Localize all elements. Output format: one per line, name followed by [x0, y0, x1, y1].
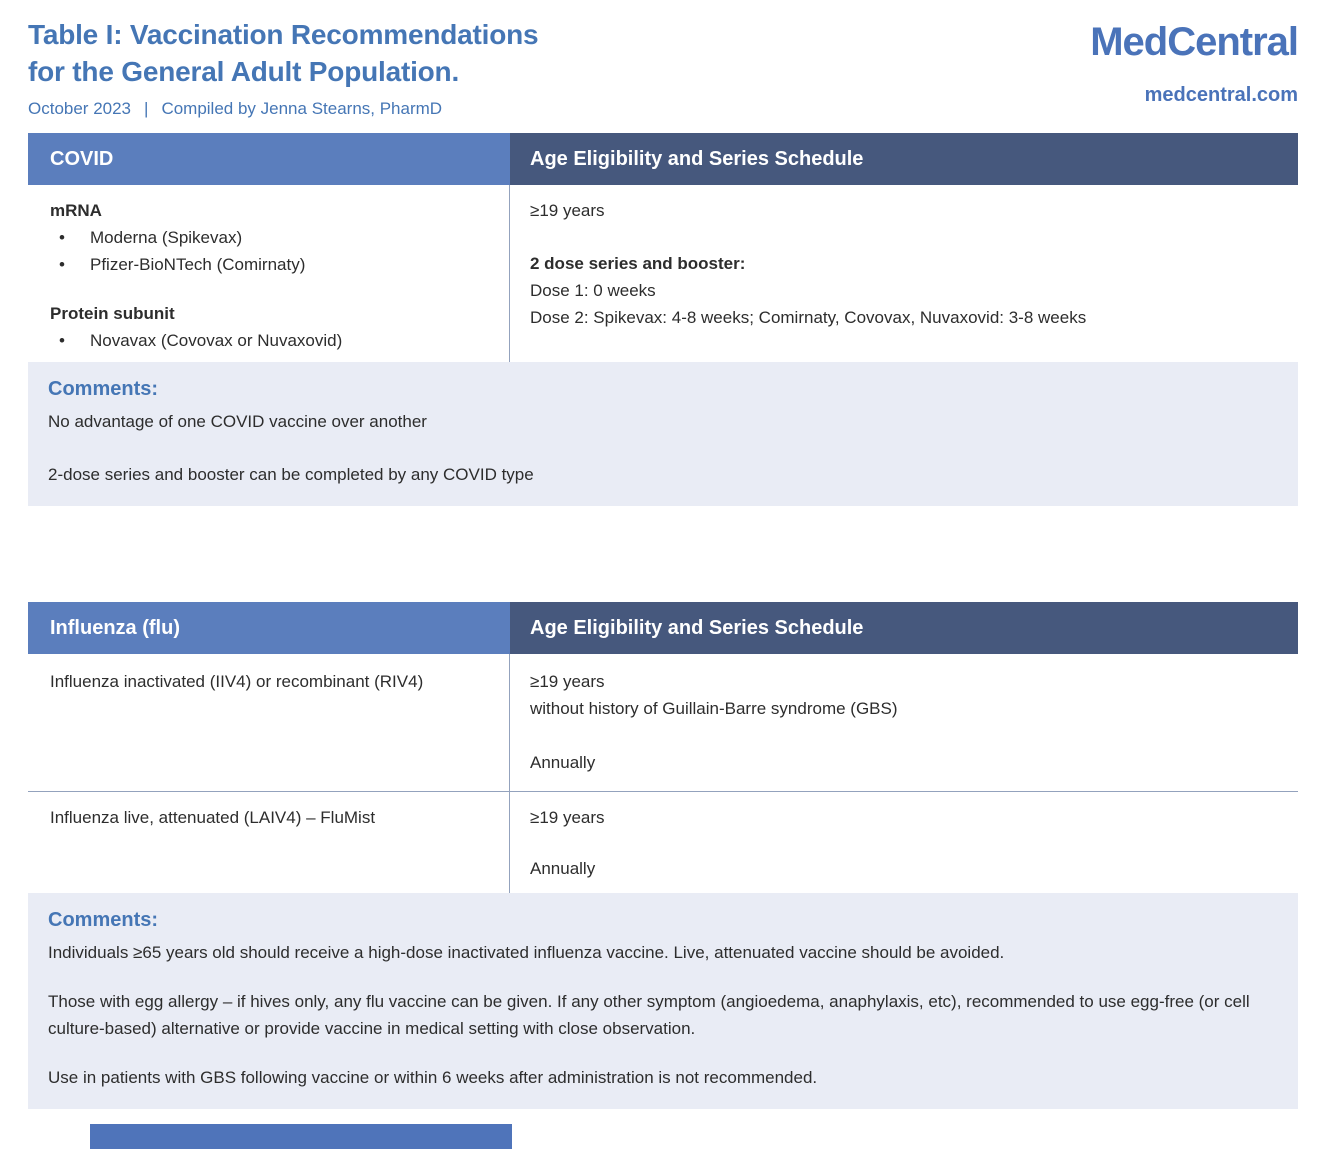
flu-iiv4-condition: without history of Guillain-Barre syndrome (GBS) [530, 699, 898, 718]
document-meta [28, 99, 538, 119]
flu-laiv4-age: ≥19 years [530, 808, 605, 827]
partial-next-section-bar [90, 1124, 512, 1149]
flu-comments [28, 893, 1298, 1109]
flu-laiv4-vaccine-name: Influenza live, attenuated (LAIV4) – FluMist [50, 808, 376, 827]
website-url[interactable]: medcentral.com [1144, 84, 1298, 106]
title-block [28, 16, 538, 119]
flu-comments-title: Comments: [48, 909, 159, 931]
flu-laiv4-frequency: Annually [530, 859, 596, 878]
list-item [50, 327, 489, 354]
covid-header-label: COVID [50, 147, 114, 170]
publish-date: October 2023 [28, 99, 132, 118]
page-title-line1: Table I: Vaccination Recommendations [28, 19, 539, 50]
bullet-icon: • [59, 255, 65, 274]
covid-series-title: 2 dose series and booster: [530, 254, 746, 273]
covid-comments-title: Comments: [48, 378, 159, 400]
covid-dose2: Dose 2: Spikevax: 4-8 weeks; Comirnaty, Covovax, Nuvaxovid: 3-8 weeks [530, 308, 1087, 327]
covid-comment-line1: No advantage of one COVID vaccine over another [48, 412, 427, 431]
covid-group-protein-title: Protein subunit [50, 304, 175, 323]
flu-iiv4-schedule-cell [510, 654, 1298, 791]
table-row [28, 654, 1298, 792]
flu-iiv4-age: ≥19 years [530, 672, 605, 691]
medcentral-logo: MedCentral [1090, 20, 1298, 64]
covid-eligibility-header-cell [510, 133, 1298, 185]
flu-eligibility-header-cell [510, 602, 1298, 654]
document-header [28, 0, 1298, 119]
covid-table-body [28, 185, 1298, 362]
list-item [50, 224, 489, 251]
covid-table [28, 133, 1298, 506]
flu-iiv4-vaccine-name: Influenza inactivated (IIV4) or recombinant (RIV4) [50, 672, 424, 691]
flu-comment-highdose: Individuals ≥65 years old should receive a high-dose inactivated influenza vaccine. Live, attenuated vaccine should be avoided. [48, 943, 1005, 962]
covid-vaccine-novavax: Novavax (Covovax or Nuvaxovid) [90, 331, 343, 350]
covid-age-eligibility: ≥19 years [530, 201, 605, 220]
covid-table-header [28, 133, 1298, 185]
page-title-line2: for the General Adult Population. [28, 56, 460, 87]
covid-vaccine-pfizer: Pfizer-BioNTech (Comirnaty) [90, 255, 306, 274]
flu-table-header [28, 602, 1298, 654]
flu-table [28, 602, 1298, 1109]
flu-comment-egg-allergy: Those with egg allergy – if hives only, any flu vaccine can be given. If any other symptom (angioedema, anaphylaxis, etc), recommended to use egg-free (or cell culture-based) alternative or provide vaccine in medical setting with close observation. [48, 992, 1250, 1038]
flu-iiv4-vaccine-cell [28, 654, 510, 791]
brand-block [1090, 16, 1298, 107]
flu-iiv4-frequency: Annually [530, 753, 596, 772]
section-spacer [28, 506, 1298, 588]
bullet-icon: • [59, 228, 65, 247]
bullet-icon: • [59, 331, 65, 350]
flu-laiv4-vaccine-cell [28, 792, 510, 893]
covid-eligibility-header-label: Age Eligibility and Series Schedule [530, 147, 864, 170]
covid-header-cell [28, 133, 510, 185]
flu-eligibility-header-label: Age Eligibility and Series Schedule [530, 616, 864, 639]
covid-vaccine-moderna: Moderna (Spikevax) [90, 228, 243, 247]
list-item [50, 251, 489, 278]
flu-laiv4-schedule-cell [510, 792, 1298, 893]
covid-vaccines-cell [28, 185, 510, 362]
meta-separator: | [144, 99, 149, 118]
flu-header-cell [28, 602, 510, 654]
covid-group-mrna-title: mRNA [50, 201, 102, 220]
table-row [28, 792, 1298, 893]
covid-comments [28, 362, 1298, 506]
page-title [28, 16, 538, 90]
flu-header-label: Influenza (flu) [50, 616, 180, 639]
covid-dose1: Dose 1: 0 weeks [530, 281, 656, 300]
covid-comment-line2: 2-dose series and booster can be completed by any COVID type [48, 465, 534, 484]
flu-comment-gbs: Use in patients with GBS following vaccine or within 6 weeks after administration is not recommended. [48, 1068, 818, 1087]
covid-schedule-cell [510, 185, 1298, 362]
compiled-by: Compiled by Jenna Stearns, PharmD [161, 99, 443, 118]
